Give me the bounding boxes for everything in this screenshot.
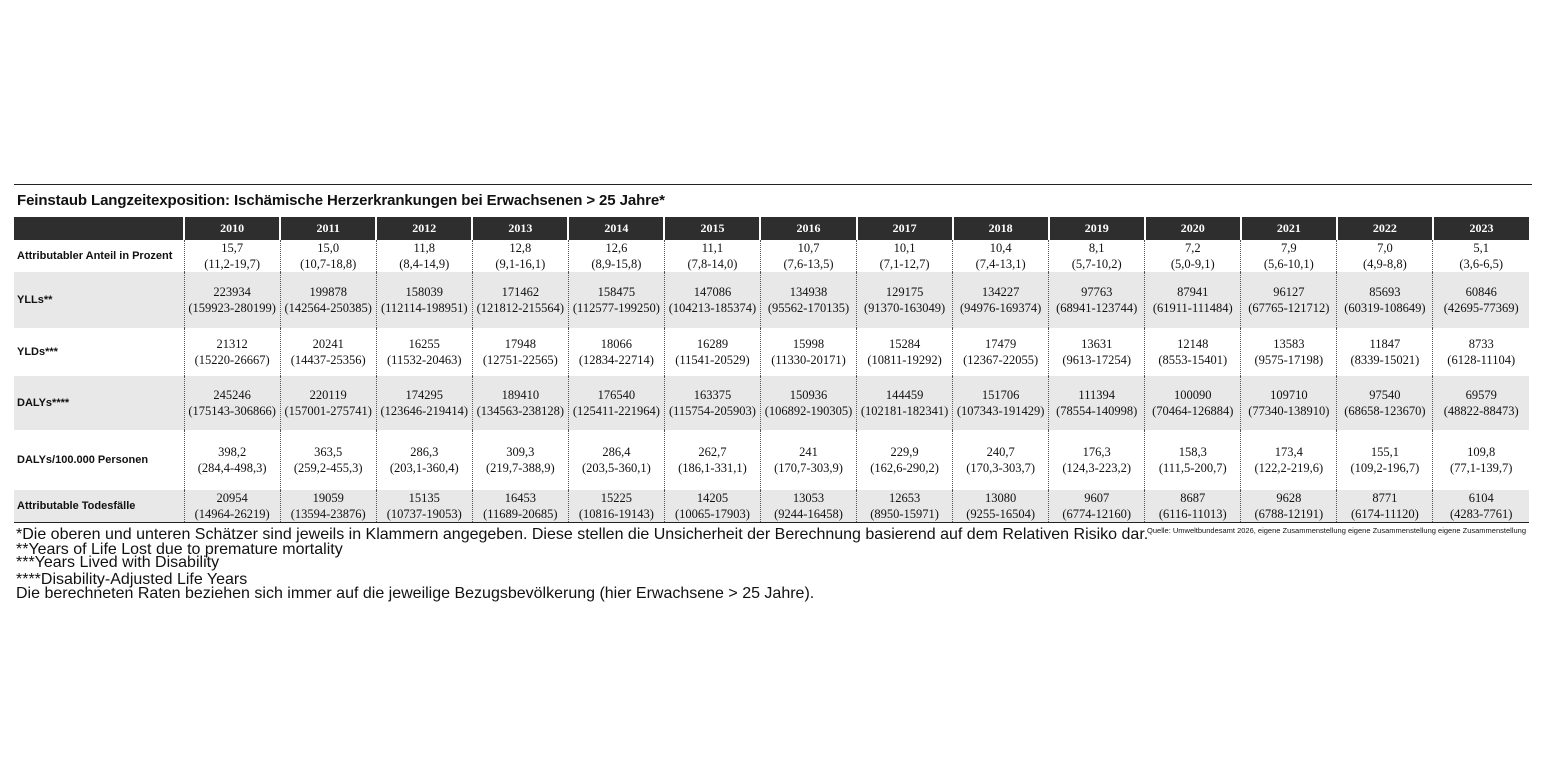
cell-value: 223934 (213, 285, 251, 299)
cell-value: 12148 (1177, 337, 1209, 351)
year-header: 2019 (1049, 217, 1145, 240)
cell-value: 8687 (1180, 491, 1206, 505)
table-title: Feinstaub Langzeitexposition: Ischämische Herzerkrankungen bei Erwachsenen > 25 Jahre* (17, 192, 665, 209)
cell-value: 229,9 (890, 445, 919, 459)
cell-range: (5,6-10,1) (1263, 257, 1314, 271)
cell-value: 220119 (309, 388, 347, 402)
cell-range: (122,2-219,6) (1254, 461, 1324, 475)
table-cell (664, 240, 760, 272)
cell-range: (8950-15971) (870, 507, 939, 521)
table-cell (760, 240, 856, 272)
table-cell (760, 430, 856, 490)
table-cell (953, 490, 1049, 523)
cell-value: 12,6 (605, 241, 628, 255)
cell-range: (203,5-360,1) (582, 461, 651, 475)
cell-value: 13631 (1081, 337, 1113, 351)
cell-value: 10,4 (989, 241, 1012, 255)
table-cell (184, 328, 280, 376)
cell-range: (134563-238128) (476, 404, 565, 418)
cell-value: 10,1 (893, 241, 916, 255)
cell-value: 109710 (1270, 388, 1308, 402)
cell-value: 15,0 (317, 241, 340, 255)
cell-range: (123646-219414) (380, 404, 469, 418)
table-cell (1049, 240, 1145, 272)
table-cell (1241, 272, 1337, 328)
table-cell (1145, 430, 1241, 490)
cell-range: (111,5-200,7) (1158, 461, 1227, 475)
cell-range: (170,3-303,7) (966, 461, 1036, 475)
cell-range: (259,2-455,3) (293, 461, 363, 475)
cell-range: (6128-11104) (1447, 353, 1516, 367)
cell-value: 97540 (1369, 388, 1401, 402)
cell-value: 158039 (405, 285, 444, 299)
cell-value: 20954 (216, 491, 248, 505)
cell-range: (7,1-12,7) (879, 257, 930, 271)
cell-value: 11,1 (701, 241, 724, 255)
table-cell (1337, 490, 1433, 523)
table-cell (1241, 490, 1337, 523)
year-header: 2011 (280, 217, 376, 240)
table-cell (760, 328, 856, 376)
cell-value: 158475 (597, 285, 636, 299)
table-cell (1337, 240, 1433, 272)
year-header: 2012 (376, 217, 472, 240)
year-header: 2010 (184, 217, 280, 240)
cell-range: (112577-199250) (572, 301, 660, 315)
footnote-5: Die berechneten Raten beziehen sich immer auf die jeweilige Bezugsbevölkerung (hier Erwachsene > 25 Jahre). (16, 585, 815, 602)
cell-range: (142564-250385) (284, 301, 372, 315)
cell-value: 19059 (312, 491, 344, 505)
cell-range: (6774-12160) (1062, 507, 1132, 521)
table-cell (664, 272, 760, 328)
table-cell (280, 272, 376, 328)
cell-value: 60846 (1465, 285, 1497, 299)
cell-value: 176,3 (1082, 445, 1111, 459)
cell-value: 15998 (792, 337, 825, 351)
header-corner (14, 217, 184, 240)
cell-value: 5,1 (1473, 241, 1490, 255)
cell-range: (61911-111484) (1152, 301, 1233, 315)
cell-value: 69579 (1465, 388, 1497, 402)
cell-value: 13080 (985, 491, 1017, 505)
cell-value: 15284 (888, 337, 921, 351)
table-cell (1049, 328, 1145, 376)
year-header: 2016 (760, 217, 856, 240)
cell-range: (9575-17198) (1254, 353, 1324, 367)
cell-value: 21312 (216, 337, 248, 351)
cell-range: (7,4-13,1) (975, 257, 1026, 271)
table-cell (1241, 376, 1337, 430)
table-cell (376, 328, 472, 376)
table-cell (857, 240, 953, 272)
cell-value: 7,0 (1377, 241, 1393, 255)
cell-range: (6116-11013) (1158, 507, 1227, 521)
cell-range: (60319-108649) (1344, 301, 1426, 315)
table-cell (1145, 328, 1241, 376)
table-cell (1433, 272, 1529, 328)
table-cell (376, 240, 472, 272)
year-header: 2018 (953, 217, 1049, 240)
table-cell (664, 328, 760, 376)
table-cell (953, 430, 1049, 490)
footnote-1: *Die oberen und unteren Schätzer sind jeweils in Klammern angegeben. Diese stellen die Unsicherheit der Berechnung basierend auf dem Relativen Risiko dar. (16, 526, 1149, 543)
cell-value: 17948 (504, 337, 536, 351)
cell-value: 11,8 (413, 241, 435, 255)
table-cell (184, 272, 280, 328)
cell-range: (112114-198951) (380, 301, 468, 315)
cell-value: 309,3 (506, 445, 535, 459)
cell-value: 96127 (1273, 285, 1305, 299)
cell-value: 109,8 (1467, 445, 1496, 459)
table-cell (953, 328, 1049, 376)
cell-range: (14964-26219) (194, 507, 270, 521)
cell-range: (115754-205903) (668, 404, 756, 418)
cell-range: (125411-221964) (572, 404, 660, 418)
cell-range: (8,9-15,8) (591, 257, 642, 271)
table-cell (760, 272, 856, 328)
cell-value: 10,7 (797, 241, 820, 255)
table-row (14, 272, 1529, 328)
cell-range: (68658-123670) (1344, 404, 1426, 418)
cell-range: (10816-19143) (578, 507, 654, 521)
cell-value: 13583 (1273, 337, 1305, 351)
cell-range: (10811-19292) (867, 353, 942, 367)
cell-value: 245246 (213, 388, 251, 402)
table-row (14, 328, 1529, 376)
cell-range: (8553-15401) (1158, 353, 1228, 367)
table-cell (472, 490, 568, 523)
cell-range: (10737-19053) (386, 507, 462, 521)
cell-value: 171462 (501, 285, 540, 299)
table-cell (376, 490, 472, 523)
cell-range: (10065-17903) (674, 507, 750, 521)
cell-value: 15,7 (221, 241, 244, 255)
table-row (14, 240, 1529, 272)
cell-range: (107343-191429) (956, 404, 1045, 418)
cell-value: 20241 (312, 337, 344, 351)
table-cell (568, 430, 664, 490)
footnote-3: ***Years Lived with Disability (16, 554, 220, 571)
cell-value: 14205 (696, 491, 729, 505)
cell-value: 12,8 (509, 241, 532, 255)
cell-value: 7,9 (1281, 241, 1297, 255)
cell-value: 13053 (792, 491, 825, 505)
cell-value: 6104 (1468, 491, 1494, 505)
footnote-2: **Years of Life Lost due to premature mortality (16, 541, 343, 558)
table-cell (376, 430, 472, 490)
cell-range: (124,3-223,2) (1062, 461, 1132, 475)
table-cell (857, 272, 953, 328)
cell-value: 16453 (504, 491, 536, 505)
table-cell (184, 490, 280, 523)
table-cell (568, 328, 664, 376)
cell-value: 155,1 (1370, 445, 1399, 459)
cell-range: (11689-20685) (483, 507, 558, 521)
table-cell (472, 430, 568, 490)
cell-value: 199878 (309, 285, 347, 299)
table-cell (857, 490, 953, 523)
cell-range: (7,8-14,0) (687, 257, 738, 271)
table-cell (376, 376, 472, 430)
cell-range: (95562-170135) (767, 301, 850, 315)
cell-range: (106892-190305) (764, 404, 853, 418)
cell-value: 85693 (1369, 285, 1401, 299)
row-label: Attributable Todesfälle (14, 490, 184, 523)
table-cell (1049, 272, 1145, 328)
table-cell (1337, 430, 1433, 490)
cell-range: (10,7-18,8) (300, 257, 357, 271)
table-cell (664, 430, 760, 490)
cell-value: 176540 (597, 388, 636, 402)
table-cell (857, 430, 953, 490)
table-row (14, 430, 1529, 490)
cell-range: (42695-77369) (1443, 301, 1519, 315)
table-cell (1241, 240, 1337, 272)
table-cell (184, 430, 280, 490)
table-cell (472, 240, 568, 272)
cell-range: (8339-15021) (1350, 353, 1420, 367)
cell-value: 15135 (408, 491, 440, 505)
table-cell (953, 376, 1049, 430)
cell-value: 240,7 (986, 445, 1015, 459)
cell-value: 150936 (789, 388, 828, 402)
row-label: Attributabler Anteil in Prozent (17, 250, 173, 262)
cell-range: (15220-26667) (194, 353, 270, 367)
cell-range: (157001-275741) (284, 404, 372, 418)
table-cell (184, 240, 280, 272)
table-cell (953, 272, 1049, 328)
table-cell (1049, 430, 1145, 490)
cell-range: (11532-20463) (387, 353, 462, 367)
cell-value: 15225 (600, 491, 633, 505)
year-header: 2015 (664, 217, 760, 240)
table-cell (664, 490, 760, 523)
cell-value: 18066 (600, 337, 633, 351)
cell-value: 8733 (1468, 337, 1494, 351)
table-cell (1241, 430, 1337, 490)
table-cell (1433, 430, 1529, 490)
table-cell (280, 328, 376, 376)
cell-range: (3,6-6,5) (1459, 257, 1504, 271)
cell-range: (284,4-498,3) (197, 461, 267, 475)
cell-range: (109,2-196,7) (1350, 461, 1420, 475)
cell-value: 241 (799, 445, 818, 459)
cell-value: 8,1 (1088, 241, 1105, 255)
cell-range: (203,1-360,4) (389, 461, 459, 475)
table-cell (1433, 328, 1529, 376)
table-cell (1145, 490, 1241, 523)
cell-range: (11330-20171) (771, 353, 846, 367)
cell-range: (68941-123744) (1056, 301, 1138, 315)
cell-value: 8771 (1372, 491, 1398, 505)
table-cell (1145, 240, 1241, 272)
table-cell (1145, 376, 1241, 430)
cell-range: (159923-280199) (188, 301, 276, 315)
row-label: DALYs/100.000 Personen (17, 454, 149, 466)
cell-value: 189410 (501, 388, 540, 402)
cell-value: 173,4 (1274, 445, 1303, 459)
data-table (14, 217, 1529, 523)
cell-range: (186,1-331,1) (678, 461, 747, 475)
cell-range: (6174-11120) (1350, 507, 1419, 521)
table-figure (14, 184, 1532, 603)
cell-range: (77340-138910) (1248, 404, 1330, 418)
cell-value: 11847 (1369, 337, 1401, 351)
year-header: 2020 (1145, 217, 1241, 240)
source-note: Quelle: Umweltbundesamt 2026, eigene Zusammenstellung eigene Zusammenstellung eigene Zusammenstellung (1147, 526, 1526, 535)
table-cell (568, 376, 664, 430)
table-cell (472, 272, 568, 328)
header-row (14, 217, 1529, 240)
year-header: 2023 (1433, 217, 1529, 240)
cell-range: (4,9-8,8) (1363, 257, 1407, 271)
cell-range: (11,2-19,7) (204, 257, 261, 271)
table-cell (568, 490, 664, 523)
cell-range: (91370-163049) (863, 301, 946, 315)
table-cell (280, 376, 376, 430)
table-cell (857, 328, 953, 376)
cell-range: (14437-25356) (290, 353, 366, 367)
table-cell (376, 272, 472, 328)
table-cell (857, 376, 953, 430)
top-rule (14, 184, 1532, 185)
cell-value: 16289 (696, 337, 729, 351)
cell-value: 9607 (1084, 491, 1110, 505)
year-header: 2013 (472, 217, 568, 240)
cell-value: 7,2 (1184, 241, 1201, 255)
cell-value: 147086 (693, 285, 732, 299)
cell-range: (102181-182341) (860, 404, 949, 418)
cell-range: (70464-126884) (1152, 404, 1234, 418)
cell-value: 111394 (1078, 388, 1115, 402)
table-cell (1049, 376, 1145, 430)
table-cell (760, 376, 856, 430)
cell-range: (104213-185374) (668, 301, 757, 315)
cell-range: (67765-121712) (1248, 301, 1330, 315)
cell-range: (9255-16504) (966, 507, 1036, 521)
cell-value: 163375 (693, 388, 732, 402)
cell-value: 262,7 (698, 445, 727, 459)
cell-range: (5,7-10,2) (1071, 257, 1122, 271)
cell-value: 158,3 (1178, 445, 1207, 459)
row-label: DALYs**** (14, 376, 184, 430)
cell-value: 174295 (405, 388, 444, 402)
table-cell (280, 240, 376, 272)
table-cell (568, 272, 664, 328)
cell-range: (175143-306866) (188, 404, 276, 418)
table-cell (1241, 328, 1337, 376)
cell-value: 134227 (981, 285, 1020, 299)
cell-range: (9244-16458) (774, 507, 843, 521)
table-footer (14, 523, 1532, 603)
table-cell (184, 376, 280, 430)
table-cell (1145, 272, 1241, 328)
table-cell (1433, 376, 1529, 430)
row-label: YLDs*** (17, 346, 58, 358)
cell-range: (219,7-388,9) (485, 461, 555, 475)
table-cell (1433, 490, 1529, 523)
year-header: 2014 (568, 217, 664, 240)
cell-range: (12367-22055) (963, 353, 1039, 367)
footnote-4: ****Disability-Adjusted Life Years (16, 571, 248, 588)
cell-value: 87941 (1177, 285, 1209, 299)
cell-value: 286,4 (602, 445, 631, 459)
table-cell (1337, 328, 1433, 376)
cell-value: 398,2 (218, 445, 247, 459)
cell-range: (162,6-290,2) (870, 461, 939, 475)
cell-range: (7,6-13,5) (783, 257, 834, 271)
year-header: 2022 (1337, 217, 1433, 240)
cell-value: 9628 (1276, 491, 1302, 505)
table-row (14, 376, 1529, 430)
cell-range: (8,4-14,9) (399, 257, 450, 271)
cell-range: (121812-215564) (476, 301, 565, 315)
table-row (14, 490, 1529, 523)
table-cell (664, 376, 760, 430)
table-cell (1049, 490, 1145, 523)
cell-range: (9,1-16,1) (495, 257, 546, 271)
table-cell (280, 490, 376, 523)
table-cell (568, 240, 664, 272)
cell-value: 16255 (408, 337, 440, 351)
cell-value: 363,5 (314, 445, 343, 459)
table-cell (1337, 376, 1433, 430)
cell-value: 151706 (981, 388, 1020, 402)
cell-value: 286,3 (410, 445, 439, 459)
cell-range: (13594-23876) (290, 507, 366, 521)
cell-value: 129175 (885, 285, 924, 299)
cell-range: (9613-17254) (1062, 353, 1132, 367)
table-cell (1337, 272, 1433, 328)
cell-range: (4283-7761) (1449, 507, 1513, 521)
cell-value: 100090 (1174, 388, 1212, 402)
row-label: YLLs** (14, 272, 184, 328)
cell-range: (11541-20529) (675, 353, 750, 367)
cell-range: (48822-88473) (1443, 404, 1519, 418)
cell-range: (77,1-139,7) (1449, 461, 1513, 475)
cell-value: 144459 (885, 388, 924, 402)
cell-range: (12834-22714) (578, 353, 654, 367)
cell-range: (5,0-9,1) (1170, 257, 1215, 271)
cell-value: 134938 (789, 285, 828, 299)
cell-value: 12653 (888, 491, 921, 505)
cell-value: 97763 (1081, 285, 1113, 299)
cell-value: 17479 (985, 337, 1017, 351)
table-cell (953, 240, 1049, 272)
cell-range: (6788-12191) (1254, 507, 1324, 521)
year-header: 2021 (1241, 217, 1337, 240)
table-cell (1433, 240, 1529, 272)
table-cell (760, 490, 856, 523)
cell-range: (78554-140998) (1056, 404, 1138, 418)
table-cell (472, 376, 568, 430)
table-cell (280, 430, 376, 490)
table-cell (472, 328, 568, 376)
cell-range: (12751-22565) (482, 353, 558, 367)
year-header: 2017 (857, 217, 953, 240)
cell-range: (94976-169374) (960, 301, 1042, 315)
cell-range: (170,7-303,9) (774, 461, 843, 475)
